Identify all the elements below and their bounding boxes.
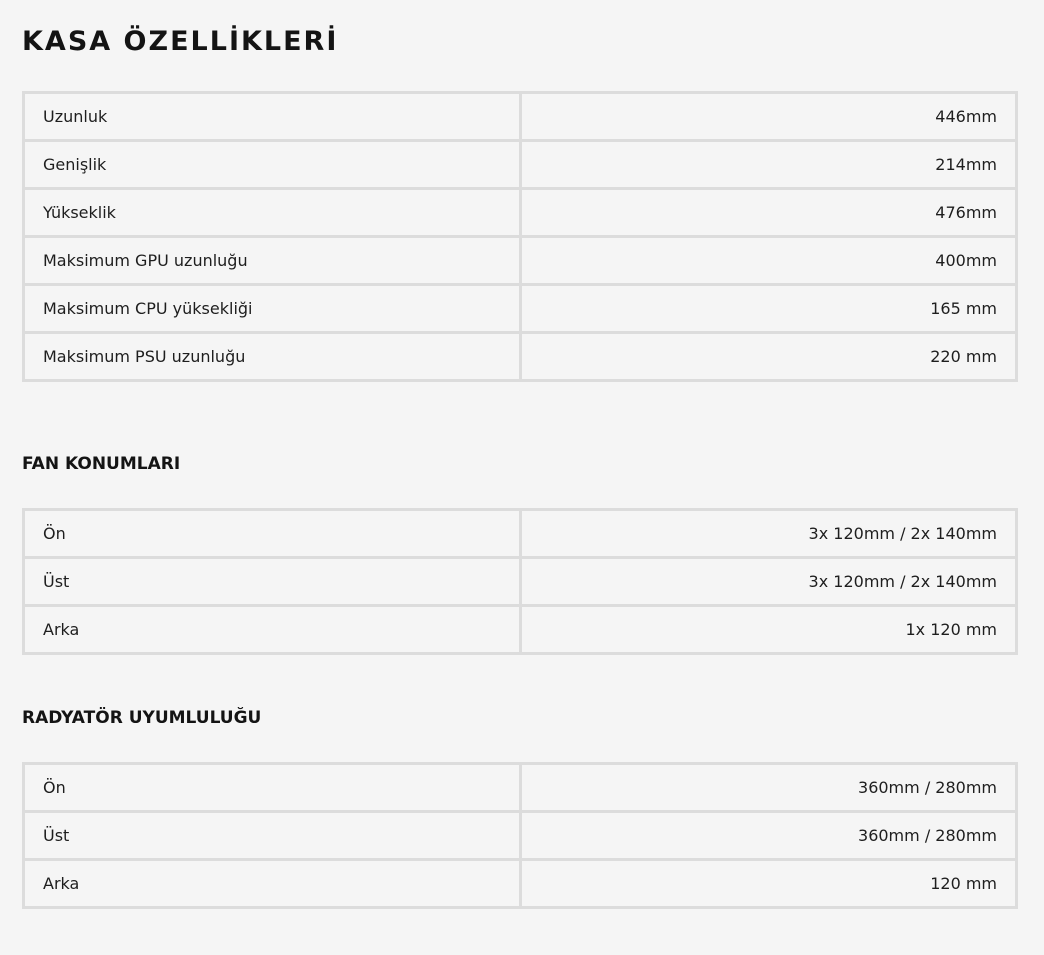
spec-label: Ön [24, 764, 521, 812]
fan-positions-table [22, 508, 1018, 655]
table-row [24, 558, 1017, 606]
spec-value: 360mm / 280mm [521, 812, 1017, 860]
table-row [24, 860, 1017, 908]
table-row [24, 237, 1017, 285]
table-row [24, 189, 1017, 237]
spec-value: 165 mm [521, 285, 1017, 333]
spec-value: 446mm [521, 93, 1017, 141]
page-title: KASA ÖZELLİKLERİ [22, 26, 339, 57]
table-row [24, 764, 1017, 812]
table-row [24, 606, 1017, 654]
case-specs-table [22, 91, 1018, 382]
table-row [24, 93, 1017, 141]
spec-label: Ön [24, 510, 521, 558]
spec-value: 1x 120 mm [521, 606, 1017, 654]
spec-label: Arka [24, 860, 521, 908]
table-row [24, 333, 1017, 381]
spec-label: Üst [24, 558, 521, 606]
table-row [24, 510, 1017, 558]
spec-label: Maksimum GPU uzunluğu [24, 237, 521, 285]
spec-value: 3x 120mm / 2x 140mm [521, 510, 1017, 558]
spec-label: Arka [24, 606, 521, 654]
table-row [24, 812, 1017, 860]
spec-value: 120 mm [521, 860, 1017, 908]
spec-label: Maksimum PSU uzunluğu [24, 333, 521, 381]
spec-value: 476mm [521, 189, 1017, 237]
spec-value: 400mm [521, 237, 1017, 285]
fan-positions-title: FAN KONUMLARI [22, 454, 181, 474]
radiator-compat-table [22, 762, 1018, 909]
spec-value: 360mm / 280mm [521, 764, 1017, 812]
table-row [24, 285, 1017, 333]
table-row [24, 141, 1017, 189]
spec-value: 220 mm [521, 333, 1017, 381]
spec-label: Üst [24, 812, 521, 860]
spec-value: 214mm [521, 141, 1017, 189]
radiator-compat-title: RADYATÖR UYUMLULUĞU [22, 708, 262, 728]
spec-label: Genişlik [24, 141, 521, 189]
spec-label: Maksimum CPU yüksekliği [24, 285, 521, 333]
spec-label: Uzunluk [24, 93, 521, 141]
spec-label: Yükseklik [24, 189, 521, 237]
spec-value: 3x 120mm / 2x 140mm [521, 558, 1017, 606]
